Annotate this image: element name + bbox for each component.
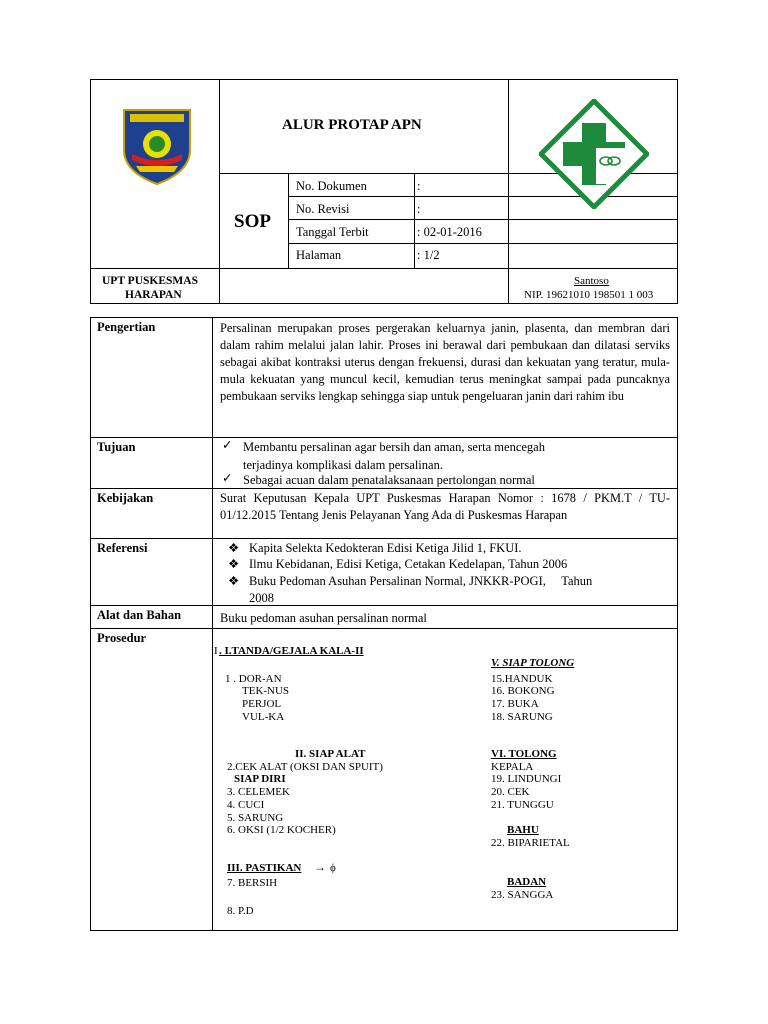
prosedur-step: 7. BERSIH (227, 877, 278, 889)
referensi-item: Ilmu Kebidanan, Edisi Ketiga, Cetakan Kedelapan, Tahun 2006 (249, 557, 568, 571)
bullet-icon: ❖ (228, 541, 240, 555)
prosedur-step: 15.HANDUK (491, 673, 553, 685)
signer-nip: NIP. 19621010 198501 1 003 (524, 289, 654, 301)
check-icon: ✓ (222, 438, 233, 452)
bullet-icon: ❖ (228, 557, 240, 571)
arrow-icon: → (314, 860, 326, 874)
document-title: ALUR PROTAP APN (282, 117, 422, 133)
section-label-referensi: Referensi (97, 541, 148, 555)
doc-row-label: Tanggal Terbit (296, 225, 369, 239)
prosedur-step: 16. BOKONG (491, 685, 555, 697)
check-icon: ✓ (222, 471, 233, 485)
doc-row-label: No. Dokumen (296, 179, 367, 193)
referensi-item: Buku Pedoman Asuhan Persalinan Normal, JNKKR-POGI, Tahun (249, 574, 593, 588)
prosedur-step: 3. CELEMEK (227, 786, 290, 798)
kebijakan-text: Surat Keputusan Kepala UPT Puskesmas Harapan Nomor : 1678 / PKM.T / TU-01/12.2015 Tentang Jenis Pelayanan Yang Ada di Puskesmas Harapan (220, 491, 670, 522)
prosedur-heading-prefix: I (214, 645, 218, 657)
doc-row-label: No. Revisi (296, 202, 350, 216)
prosedur-step: 5. SARUNG (227, 812, 284, 824)
prosedur-step: KEPALA (491, 761, 534, 773)
prosedur-heading: BAHU (507, 824, 539, 836)
prosedur-heading: III. PASTIKAN (227, 862, 302, 874)
sop-label: SOP (234, 211, 271, 232)
doc-row-value: : 1/2 (417, 248, 440, 262)
section-label-alat: Alat dan Bahan (97, 608, 182, 622)
bullet-icon: ❖ (228, 574, 240, 588)
section-label-prosedur: Prosedur (97, 631, 147, 645)
prosedur-step: PERJOL (242, 698, 282, 710)
referensi-item: Kapita Selekta Kedokteran Edisi Ketiga Jilid 1, FKUI. (249, 541, 522, 555)
prosedur-heading: VI. TOLONG (491, 748, 557, 760)
prosedur-step: 21. TUNGGU (491, 799, 554, 811)
prosedur-step: 4. CUCI (227, 799, 265, 811)
prosedur-heading: II. SIAP ALAT (295, 748, 366, 760)
prosedur-step: 22. BIPARIETAL (491, 837, 570, 849)
prosedur-step: 23. SANGGA (491, 889, 554, 901)
prosedur-step: 1 . DOR-AN (225, 673, 282, 685)
section-label-kebijakan: Kebijakan (97, 491, 154, 505)
pengertian-text: Persalinan merupakan proses pergerakan keluarnya janin, plasenta, dan membran dari dalam rahim melalui jalan lahir. Proses ini berawal dari pembukaan dan dilatasi serviks sebagai akibat kontraksi uterus dengan frekuensi, durasi dan kekuatan yang teratur, mula- mula kekuatan yang muncul kecil, kemudian terus meningkat sampai pada puncaknya pembukaan serviks lengkap sehingga siap untuk pengeluaran janin dari rahim ibu (220, 321, 670, 403)
tujuan-item-text: terjadinya komplikasi dalam persalinan. (243, 458, 443, 472)
tujuan-item-text: Membantu persalinan agar bersih dan aman, serta mencegah (243, 440, 545, 454)
prosedur-step: 17. BUKA (491, 698, 539, 710)
section-label-tujuan: Tujuan (97, 440, 136, 454)
signer-name: Santoso (574, 275, 609, 287)
phi-icon: ϕ (330, 862, 336, 874)
prosedur-step: 19. LINDUNGI (491, 773, 562, 785)
prosedur-step: 8. P.D (227, 905, 254, 917)
alat-text: Buku pedoman asuhan persalinan normal (220, 611, 427, 625)
doc-row-label: Halaman (296, 248, 342, 262)
prosedur-subheading: SIAP DIRI (234, 773, 286, 785)
doc-row-value: : (417, 202, 421, 216)
prosedur-step: VUL-KA (242, 711, 285, 723)
doc-row-value: : (417, 179, 421, 193)
prosedur-heading: BADAN (507, 876, 547, 888)
prosedur-step: TEK-NUS (242, 685, 290, 697)
unit-name: UPT PUSKESMAS (102, 275, 198, 287)
prosedur-step: 2.CEK ALAT (OKSI DAN SPUIT) (227, 761, 383, 773)
unit-name: HARAPAN (125, 289, 182, 301)
puskesmas-logo (539, 99, 649, 209)
prosedur-step: 18. SARUNG (491, 711, 553, 723)
regency-logo (120, 106, 194, 186)
referensi-item-cont: 2008 (249, 591, 274, 605)
tujuan-item-text: Sebagai acuan dalam penatalaksanaan pertolongan normal (243, 473, 535, 487)
section-label-pengertian: Pengertian (97, 320, 156, 334)
prosedur-step: 20. CEK (491, 786, 530, 798)
prosedur-heading: . I.TANDA/GEJALA KALA-II (219, 645, 364, 657)
doc-row-value: : 02-01-2016 (417, 225, 482, 239)
prosedur-heading: V. SIAP TOLONG (491, 657, 575, 669)
prosedur-step: 6. OKSI (1/2 KOCHER) (227, 824, 336, 836)
